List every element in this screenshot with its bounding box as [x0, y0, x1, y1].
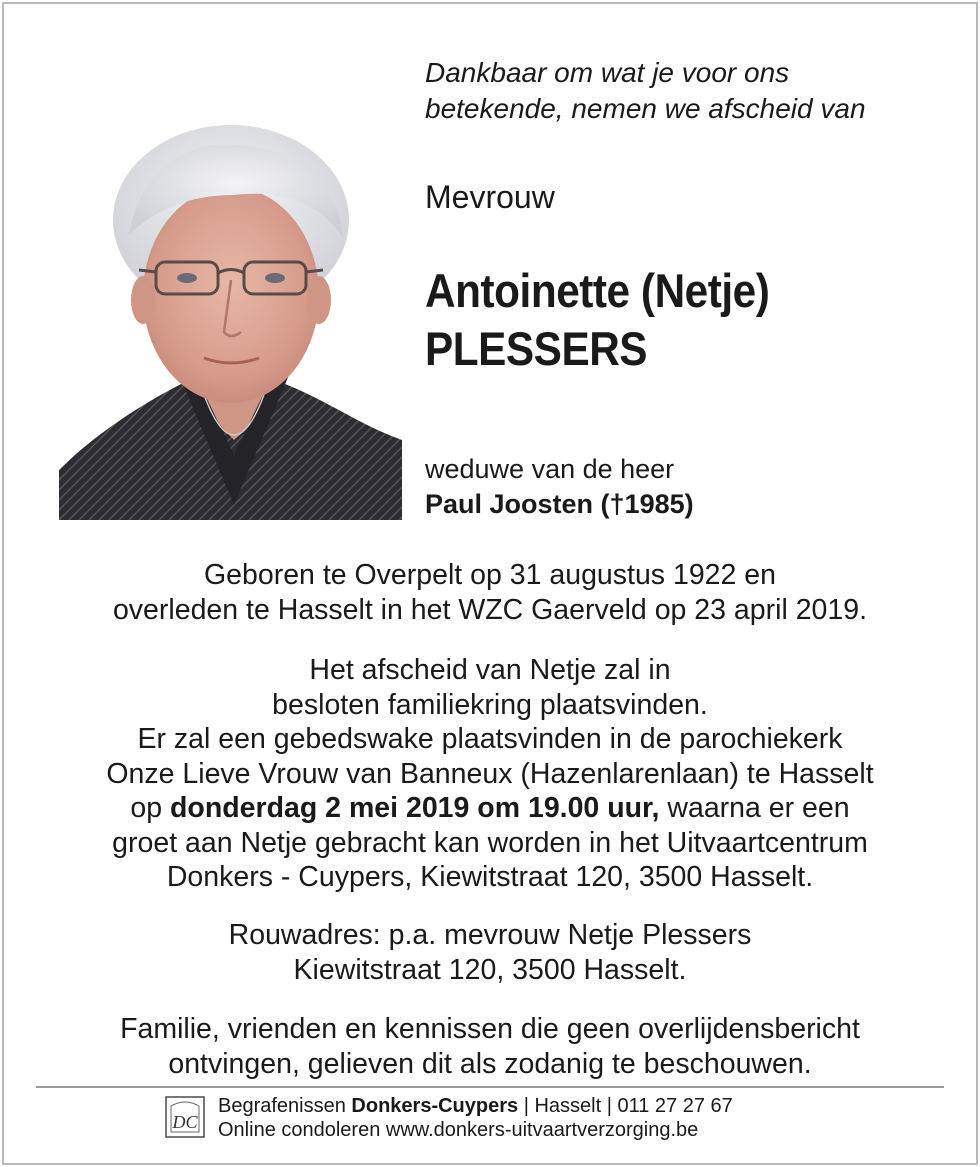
address-line-2: Kiewitstraat 120, 3500 Hasselt. — [293, 953, 687, 986]
farewell-line-3: Er zal een gebedswake plaatsvinden in de parochiekerk — [137, 723, 843, 755]
intro-line-2: betekende, nemen we afscheid van — [425, 93, 866, 124]
family-notice-line-2: ontvingen, gelieven dit als zodanig te beschouwen. — [168, 1047, 812, 1080]
widow-label: weduwe van de heer — [425, 454, 675, 484]
logo-letters: DC — [172, 1112, 198, 1132]
footer-line-1-pre: Begrafenissen — [218, 1095, 352, 1117]
farewell-line-7: Donkers - Cuypers, Kiewitstraat 120, 3500 Hasselt. — [166, 861, 814, 893]
farewell-line-5-post: waarna er een — [659, 792, 850, 824]
salutation: Mevrouw — [425, 179, 555, 215]
farewell-line-4: Onze Lieve Vrouw van Banneux (Hazenlarenlaan) te Hasselt — [106, 757, 874, 790]
deceased-name — [425, 262, 911, 378]
farewell-paragraph — [40, 653, 940, 895]
deceased-surname: PLESSERS — [425, 322, 648, 375]
farewell-line-5 — [40, 791, 940, 826]
intro-text — [425, 55, 955, 127]
address-line-1: Rouwadres: p.a. mevrouw Netje Plessers — [228, 919, 752, 951]
family-notice-line-1: Familie, vrienden en kennissen die geen overlijdensbericht — [120, 1013, 860, 1045]
footer-line-1-post: | Hasselt | 011 27 27 67 — [518, 1095, 733, 1117]
intro-line-1: Dankbaar om wat je voor ons — [425, 57, 790, 88]
mourning-address — [40, 918, 940, 987]
footer-text — [218, 1094, 733, 1142]
funeral-home-logo-icon — [165, 1096, 205, 1138]
vigil-datetime: donderdag 2 mei 2019 om 19.00 uur, — [170, 792, 660, 824]
farewell-line-2: besloten familiekring plaatsvinden. — [272, 688, 708, 721]
birth-line: Geboren te Overpelt op 31 augustus 1922 en — [204, 559, 776, 591]
farewell-line-1: Het afscheid van Netje zal in — [309, 654, 671, 686]
footer-line-2[interactable]: Online condoleren www.donkers-uitvaartverzorging.be — [218, 1119, 699, 1141]
footer-line-1 — [218, 1094, 733, 1118]
farewell-line-5-pre: op — [130, 792, 171, 824]
farewell-line-6: groet aan Netje gebracht kan worden in het Uitvaartcentrum — [112, 826, 868, 859]
portrait-photo — [59, 110, 402, 520]
family-notice — [40, 1012, 940, 1081]
death-line: overleden te Hasselt in het WZC Gaerveld op 23 april 2019. — [112, 593, 868, 626]
funeral-home-name: Donkers-Cuypers — [351, 1095, 519, 1117]
deceased-name-line-1: Antoinette (Netje) — [425, 264, 770, 317]
spouse-name: Paul Joosten (†1985) — [425, 489, 694, 519]
footer-divider — [36, 1086, 944, 1088]
birth-death-paragraph — [40, 558, 940, 627]
